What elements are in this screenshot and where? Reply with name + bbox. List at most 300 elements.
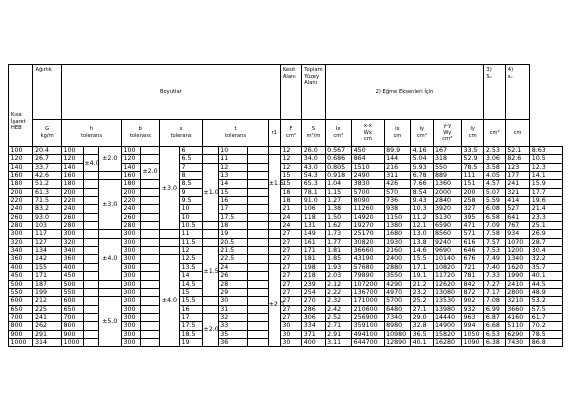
table-cell: 103	[33, 222, 62, 230]
tolerance-cell	[84, 172, 98, 180]
table-cell: 2.03	[325, 272, 351, 280]
table-cell: 6.99	[484, 305, 505, 313]
blank-cell	[248, 338, 268, 346]
tolerance-cell	[141, 213, 159, 221]
tolerance-cell	[98, 288, 121, 296]
table-cell: 30	[280, 322, 301, 330]
col-kesit: Kesit Alanı	[280, 65, 301, 120]
table-cell: 200	[9, 188, 33, 196]
table-cell: 9690	[433, 247, 462, 255]
table-cell: 160	[61, 172, 83, 180]
table-cell: 61.7	[530, 313, 563, 321]
tolerance-cell	[84, 313, 98, 321]
table-cell: 934	[505, 230, 529, 238]
tolerance-cell: ±2.0	[98, 147, 121, 172]
col-egme: 2) Eğme Eksenleri İçin	[325, 65, 484, 120]
table-cell: 27	[280, 280, 301, 288]
table-cell: 1000	[61, 338, 83, 346]
table-cell: 256900	[352, 313, 385, 321]
blank-cell	[248, 172, 268, 180]
table-cell: 280	[61, 222, 83, 230]
table-cell: 11.2	[411, 213, 433, 221]
table-cell: 1.93	[325, 263, 351, 271]
table-cell: 286	[302, 305, 325, 313]
table-cell: 134	[33, 247, 62, 255]
table-cell: 300	[61, 230, 83, 238]
table-cell: 18	[218, 222, 248, 230]
tolerance-cell	[84, 222, 98, 230]
tolerance-cell	[141, 147, 159, 155]
table-row	[9, 338, 563, 346]
table-cell: 17	[180, 313, 203, 321]
table-cell: 450	[9, 272, 33, 280]
table-cell: 5130	[433, 213, 462, 221]
table-cell: 1150	[384, 213, 410, 221]
table-cell: 300	[121, 280, 140, 288]
table-cell: 100	[61, 147, 83, 155]
table-cell: 2.52	[325, 313, 351, 321]
table-cell: 3550	[384, 272, 410, 280]
table-cell: 414	[505, 197, 529, 205]
table-cell: 200	[462, 188, 484, 196]
table-cell: 20.4	[33, 147, 62, 155]
table-cell: 1620	[505, 263, 529, 271]
table-cell: 187	[33, 280, 62, 288]
table-cell: 6.68	[484, 322, 505, 330]
tolerance-cell	[141, 155, 159, 163]
table-cell: 27	[280, 305, 301, 313]
tolerance-cell	[141, 305, 159, 313]
table-cell: 3660	[505, 305, 529, 313]
tolerance-cell	[84, 338, 98, 346]
tolerance-cell	[84, 230, 98, 238]
table-cell: 650	[9, 305, 33, 313]
table-cell: 210600	[352, 305, 385, 313]
table-cell: 27	[280, 230, 301, 238]
table-cell: 161	[302, 238, 325, 246]
table-cell: 19270	[352, 222, 385, 230]
table-cell: 51.2	[33, 180, 62, 188]
blank-cell	[248, 222, 268, 230]
table-cell: 2000	[433, 188, 462, 196]
table-cell: 6290	[505, 330, 529, 338]
table-cell: 91.0	[302, 197, 325, 205]
table-cell: 300	[121, 297, 140, 305]
table-cell: 300	[121, 322, 140, 330]
table-cell: 140	[9, 163, 33, 171]
table-cell: 6.38	[484, 338, 505, 346]
table-cell: 14	[218, 180, 248, 188]
table-cell: 471	[462, 222, 484, 230]
table-cell: 35.7	[530, 263, 563, 271]
table-cell: 300	[9, 230, 33, 238]
table-cell: 171	[302, 247, 325, 255]
table-cell: 300	[121, 272, 140, 280]
table-cell: 450	[61, 272, 83, 280]
blank-cell	[248, 280, 268, 288]
hdr-g: G kg/m	[33, 120, 62, 147]
table-cell: 1380	[384, 222, 410, 230]
table-cell: 2490	[352, 172, 385, 180]
table-cell: 10	[180, 213, 203, 221]
table-cell: 306	[302, 313, 325, 321]
table-cell: 7.27	[484, 280, 505, 288]
table-row	[9, 330, 563, 338]
hdr-b: b tolerans	[121, 120, 159, 147]
table-cell: 1.81	[325, 247, 351, 255]
table-cell: 300	[121, 255, 140, 263]
table-cell: 93.0	[33, 213, 62, 221]
table-cell: 29.0	[411, 313, 433, 321]
table-cell: 0.805	[325, 163, 351, 171]
table-cell: 7.57	[484, 238, 505, 246]
table-cell: 500	[61, 280, 83, 288]
table-cell: 26.9	[530, 230, 563, 238]
table-cell: 48.9	[530, 288, 563, 296]
table-cell: 8090	[352, 197, 385, 205]
table-cell: 395	[462, 213, 484, 221]
table-cell: 144	[384, 155, 410, 163]
tolerance-cell: ±4.0	[84, 155, 98, 172]
table-cell: 781	[462, 272, 484, 280]
table-cell: 24	[280, 222, 301, 230]
blank-cell	[248, 322, 268, 330]
tolerance-cell	[141, 272, 159, 280]
table-cell: 30	[280, 338, 301, 346]
tolerance-cell	[141, 255, 159, 263]
table-cell: 27	[280, 288, 301, 296]
tolerance-cell	[84, 305, 98, 313]
table-cell: 79890	[352, 272, 385, 280]
table-cell: 27	[280, 247, 301, 255]
table-cell: 736	[384, 197, 410, 205]
tolerance-cell	[141, 247, 159, 255]
table-cell: 1.15	[325, 188, 351, 196]
table-cell: 1930	[384, 238, 410, 246]
table-cell: 127	[33, 238, 62, 246]
table-cell: 10140	[433, 255, 462, 263]
table-cell: 400	[302, 338, 325, 346]
tolerance-cell: ±3.0	[98, 180, 121, 230]
tolerance-cell	[141, 313, 159, 321]
table-cell: 300	[121, 238, 140, 246]
table-cell: 2160	[384, 247, 410, 255]
table-cell: 15	[280, 172, 301, 180]
tolerance-cell	[84, 280, 98, 288]
blank-cell	[248, 297, 268, 305]
table-cell: 180	[9, 180, 33, 188]
table-cell: 120	[61, 155, 83, 163]
tolerance-cell	[141, 288, 159, 296]
table-cell: 71.5	[33, 197, 62, 205]
table-cell: 160	[121, 172, 140, 180]
table-cell: 7.40	[484, 263, 505, 271]
table-cell: 35	[218, 330, 248, 338]
table-cell: 1070	[505, 238, 529, 246]
table-cell: 241	[33, 313, 62, 321]
table-cell: 7.33	[484, 272, 505, 280]
hdr-ix-cm: Ix cm	[384, 120, 410, 147]
tolerance-cell	[203, 305, 218, 313]
table-cell: 216	[384, 163, 410, 171]
table-cell: 300	[121, 330, 140, 338]
tolerance-cell	[84, 247, 98, 255]
table-cell: 700	[61, 313, 83, 321]
table-cell: 0.567	[325, 147, 351, 155]
table-cell: 7.09	[484, 222, 505, 230]
table-cell: 106	[302, 205, 325, 213]
table-cell: 800	[9, 322, 33, 330]
tolerance-cell: ±2.0	[141, 163, 159, 180]
table-cell: 21	[280, 205, 301, 213]
table-cell: 15.9	[530, 180, 563, 188]
table-cell: 7.66	[411, 180, 433, 188]
table-cell: 220	[9, 197, 33, 205]
table-cell: 340	[9, 247, 33, 255]
table-cell: 17.5	[180, 322, 203, 330]
table-cell: 2.32	[325, 297, 351, 305]
table-cell: 21.5	[218, 247, 248, 255]
blank-cell	[248, 247, 268, 255]
table-cell: 53.2	[530, 297, 563, 305]
table-cell: 27.1	[411, 305, 433, 313]
table-row	[9, 313, 563, 321]
blank-cell	[248, 305, 268, 313]
table-cell: 23.2	[411, 288, 433, 296]
tolerance-cell	[84, 255, 98, 263]
table-cell: 1340	[505, 255, 529, 263]
table-cell: 327	[462, 205, 484, 213]
table-cell: 27	[280, 255, 301, 263]
table-cell: 12	[280, 163, 301, 171]
table-cell: 320	[9, 238, 33, 246]
table-row	[9, 263, 563, 271]
table-cell: 239	[302, 280, 325, 288]
table-cell: 27	[280, 263, 301, 271]
table-cell: 600	[61, 297, 83, 305]
table-cell: 28	[218, 280, 248, 288]
blank-cell	[248, 230, 268, 238]
profile-table	[8, 64, 563, 347]
table-cell: 300	[121, 305, 140, 313]
table-cell: 571	[462, 230, 484, 238]
table-cell: 52.9	[462, 155, 484, 163]
tolerance-cell	[268, 230, 280, 238]
hdr-sx: cm³	[484, 120, 505, 147]
tolerance-cell	[141, 180, 159, 188]
table-cell: 18	[280, 188, 301, 196]
table-cell: 57.5	[530, 305, 563, 313]
table-cell: 1.73	[325, 230, 351, 238]
table-cell: 14	[180, 272, 203, 280]
table-cell: 43.0	[302, 163, 325, 171]
blank-cell	[248, 180, 268, 188]
table-cell: 5110	[505, 322, 529, 330]
tolerance-cell	[141, 205, 159, 213]
blank-cell	[248, 313, 268, 321]
table-cell: 36660	[352, 247, 385, 255]
table-body	[9, 147, 563, 347]
table-cell: 616	[462, 238, 484, 246]
table-cell: 494100	[352, 330, 385, 338]
table-cell: 89.9	[384, 147, 410, 155]
blank-cell	[248, 288, 268, 296]
table-cell: 54.3	[302, 172, 325, 180]
table-cell: 550	[61, 288, 83, 296]
table-cell: 5.59	[484, 197, 505, 205]
table-cell: 240	[61, 205, 83, 213]
table-cell: 2410	[505, 280, 529, 288]
table-cell: 142	[33, 255, 62, 263]
table-cell: 1680	[384, 230, 410, 238]
table-cell: 27	[280, 272, 301, 280]
table-cell: 240	[121, 205, 140, 213]
table-cell: 27	[280, 238, 301, 246]
table-cell: 8	[180, 172, 203, 180]
table-cell: 15.5	[411, 255, 433, 263]
table-cell: 177	[505, 172, 529, 180]
table-cell: 5.04	[411, 155, 433, 163]
table-cell: 7.53	[484, 247, 505, 255]
table-cell: 26.7	[33, 155, 62, 163]
table-cell: 33	[218, 322, 248, 330]
table-cell: 12	[280, 155, 301, 163]
table-cell: 20.5	[218, 238, 248, 246]
table-cell: 371	[302, 330, 325, 338]
tolerance-cell: ±4.0	[98, 238, 121, 280]
tolerance-cell	[84, 205, 98, 213]
table-cell: 1000	[9, 338, 33, 346]
table-cell: 12.1	[411, 222, 433, 230]
table-cell: 291	[33, 330, 62, 338]
table-cell: 4970	[384, 288, 410, 296]
table-row	[9, 197, 563, 205]
table-cell: 280	[121, 222, 140, 230]
table-cell: 1.04	[325, 180, 351, 188]
table-row	[9, 255, 563, 263]
table-cell: 82.6	[505, 155, 529, 163]
table-cell: 65.3	[302, 180, 325, 188]
table-cell: 2840	[433, 197, 462, 205]
table-cell: 11260	[352, 205, 385, 213]
table-cell: 7.58	[484, 230, 505, 238]
hdr-f: F cm²	[280, 120, 301, 147]
table-cell: 889	[433, 172, 462, 180]
table-cell: 33.7	[33, 163, 62, 171]
table-cell: 120	[121, 155, 140, 163]
table-row	[9, 172, 563, 180]
table-cell: 12.3	[530, 163, 563, 171]
table-cell: 14.1	[530, 172, 563, 180]
table-row	[9, 297, 563, 305]
table-cell: 25170	[352, 230, 385, 238]
table-cell: 527	[505, 205, 529, 213]
tolerance-cell	[203, 230, 218, 238]
table-cell: 27	[280, 313, 301, 321]
table-cell: 15	[280, 180, 301, 188]
table-cell: 140	[121, 163, 140, 171]
table-row	[9, 238, 563, 246]
table-cell: 12890	[384, 338, 410, 346]
table-cell: 360	[61, 255, 83, 263]
table-cell: 78.1	[302, 188, 325, 196]
table-cell: 100	[9, 147, 33, 155]
table-cell: 78.5	[462, 163, 484, 171]
table-cell: 15820	[433, 330, 462, 338]
table-row	[9, 155, 563, 163]
table-cell: 7.17	[484, 288, 505, 296]
table-cell: 644700	[352, 338, 385, 346]
table-cell: 19.1	[411, 272, 433, 280]
table-cell: 10.5	[530, 155, 563, 163]
hdr-s: s tolerans	[159, 120, 203, 147]
table-cell: 44.5	[530, 280, 563, 288]
table-cell: 131	[302, 222, 325, 230]
tolerance-cell	[141, 322, 159, 330]
table-cell: 149	[302, 230, 325, 238]
tolerance-cell	[141, 230, 159, 238]
blank-cell	[248, 155, 268, 163]
table-cell: 15.5	[180, 297, 203, 305]
table-cell: 254	[302, 288, 325, 296]
table-cell: 938	[384, 205, 410, 213]
table-cell: 5.07	[484, 188, 505, 196]
table-cell: 32.2	[530, 255, 563, 263]
table-cell: 280	[9, 222, 33, 230]
table-cell: 136700	[352, 288, 385, 296]
table-cell: 676	[462, 255, 484, 263]
blank-cell	[248, 205, 268, 213]
table-cell: 14.5	[180, 280, 203, 288]
table-cell: 6.58	[484, 213, 505, 221]
table-cell: 318	[433, 155, 462, 163]
table-cell: 311	[384, 172, 410, 180]
table-cell: 181	[302, 255, 325, 263]
table-cell: 30820	[352, 238, 385, 246]
table-cell: 13530	[433, 297, 462, 305]
table-cell: 2.71	[325, 322, 351, 330]
table-cell: 17.7	[530, 188, 563, 196]
tolerance-cell: ±1.5	[203, 247, 218, 297]
table-cell: 1090	[462, 338, 484, 346]
table-cell: 10820	[433, 263, 462, 271]
table-row	[9, 222, 563, 230]
table-row	[9, 247, 563, 255]
table-cell: 340	[61, 247, 83, 255]
table-cell: 5700	[384, 297, 410, 305]
table-cell: 10.5	[180, 222, 203, 230]
tolerance-cell	[203, 147, 218, 155]
tolerance-cell	[98, 172, 121, 180]
table-cell: 6.87	[484, 313, 505, 321]
table-cell: 300	[121, 338, 140, 346]
table-cell: 12	[180, 247, 203, 255]
table-cell: 6480	[384, 305, 410, 313]
table-cell: 11.5	[180, 238, 203, 246]
table-cell: 12.5	[180, 255, 203, 263]
table-cell: 26	[218, 272, 248, 280]
table-cell: 12	[280, 147, 301, 155]
table-cell: 641	[505, 213, 529, 221]
tolerance-cell: ±1.0	[203, 163, 218, 221]
table-cell: 24	[218, 263, 248, 271]
hdr-s-area: S m²/m	[302, 120, 325, 147]
table-cell: 4.05	[484, 172, 505, 180]
table-cell: 200	[121, 188, 140, 196]
table-cell: 258	[462, 197, 484, 205]
table-cell: 9.43	[411, 197, 433, 205]
table-cell: 1990	[505, 272, 529, 280]
